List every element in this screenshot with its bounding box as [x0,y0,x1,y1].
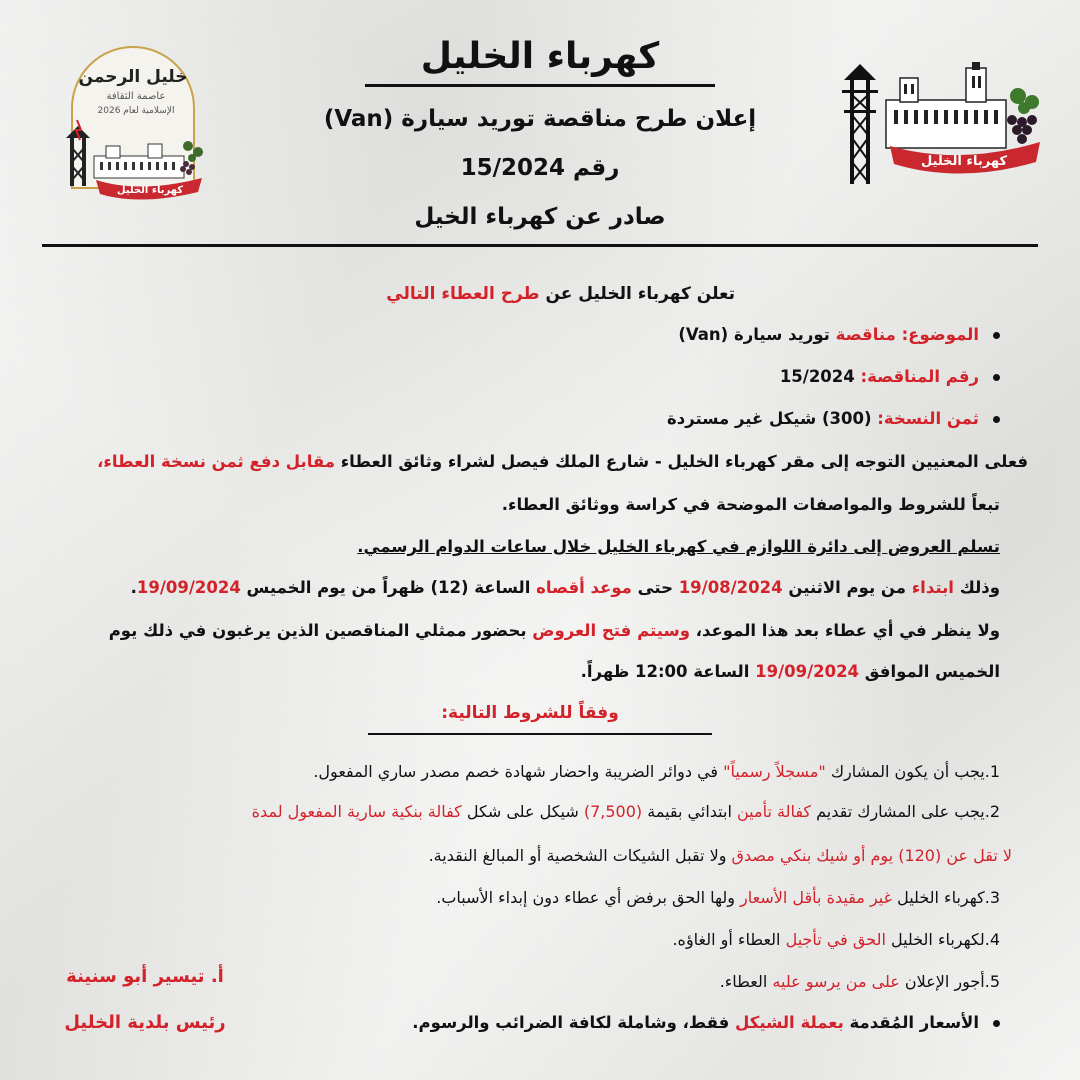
logo-right-banner: كهرباء الخليل [920,154,1008,169]
body-p4-start: ابتداء [911,578,954,597]
item-subject-value: توريد سيارة (Van) [678,325,830,344]
condition-1-text-a: 1.يجب أن يكون المشارك [825,762,1000,781]
condition-2-continued [52,846,1012,865]
final-note-text-a: الأسعار المُقدمة [843,1013,979,1032]
body-paragraph-6 [40,662,1000,681]
body-p4-end-date: 19/09/2024 [136,578,241,597]
item-price-value: (300) شيكل غير مستردة [666,409,872,428]
body-paragraph-2: تبعاً للشروط والمواصفات الموضحة في كراسة ووثائق العطاء. [501,495,1000,514]
tender-number: رقم 15/2024 [460,155,620,181]
body-p5-text-a: ولا ينظر في أي عطاء بعد هذا الموعد، [689,621,1000,640]
condition-3 [40,888,1000,907]
item-number-label: رقم المناقصة: [854,367,979,386]
logo-left-line3: الإسلامية لعام 2026 [97,106,175,116]
condition-2-duration: لا تقل عن (120) يوم أو شيك بنكي مصدق [731,846,1012,865]
final-note-currency: بعملة الشيكل [735,1013,844,1032]
intro-highlight: طرح العطاء التالي [386,284,540,304]
condition-5-text-a: 5.أجور الإعلان [899,972,1000,991]
condition-1-highlight: "مسجلاً رسمياً" [723,762,826,781]
announcement-title: إعلان طرح مناقصة توريد سيارة (Van) [323,106,757,132]
page-title: كهرباء الخليل [420,36,660,77]
body-p4-start-date: 19/08/2024 [678,578,783,597]
body-p6-date: 19/09/2024 [755,662,860,681]
condition-2-text-e: شيكل على شكل [461,802,584,821]
body-paragraph-3: تسلم العروض إلى دائرة اللوازم في كهرباء الخليل خلال ساعات الدوام الرسمي. [357,537,1000,556]
issued-by: صادر عن كهرباء الخيل [414,204,666,230]
body-paragraph-5 [40,621,1000,640]
intro-prefix: تعلن كهرباء الخليل عن [539,284,735,304]
condition-4-highlight: الحق في تأجيل [785,930,886,949]
condition-2-amount: (7,500) [583,802,643,821]
condition-2-text-h: ولا تقبل الشيكات الشخصية أو المبالغ النقدية. [428,846,732,865]
body-p6-text-c: الساعة 12:00 ظهراً. [580,662,756,681]
conditions-divider [368,733,712,735]
final-price-note [280,1013,1000,1032]
condition-3-text-c: ولها الحق برفض أي عطاء دون إبداء الأسباب. [436,888,741,907]
body-p4-period: . [130,578,137,597]
body-p1-text: فعلى المعنيين التوجه إلى مقر كهرباء الخليل - شارع الملك فيصل لشراء وثائق العطاء [335,452,1028,471]
bullet-icon [993,374,1000,381]
body-p4-text-e: حتى [631,578,679,597]
intro-text [386,284,735,304]
item-price-label: ثمن النسخة: [871,409,979,428]
body-p1-highlight: مقابل دفع ثمن نسخة العطاء، [97,452,335,471]
condition-3-highlight: غير مقيدة بأقل الأسعار [740,888,892,907]
logo-left-line1: خليل الرحمن [78,67,188,87]
condition-2-bank-guarantee: كفالة بنكية سارية المفعول لمدة [251,802,462,821]
final-note-text-c: فقط، وشاملة لكافة الضرائب والرسوم. [412,1013,736,1032]
condition-5-highlight: على من يرسو عليه [772,972,900,991]
logo-left-banner: كهرباء الخليل [116,185,184,196]
item-subject [80,325,1000,344]
item-subject-label: الموضوع: مناقصة [829,325,979,344]
condition-4 [40,930,1000,949]
body-p5-opening: وسيتم فتح العروض [532,621,690,640]
signature-title: رئيس بلدية الخليل [64,1012,226,1033]
condition-2 [0,802,1000,821]
condition-2-text-a: 2.يجب على المشارك تقديم [811,802,1000,821]
body-paragraph-1 [48,452,1028,471]
title-divider [365,84,715,87]
signature-name: أ. تيسير أبو سنينة [66,966,224,987]
condition-1 [40,762,1000,781]
condition-2-guarantee: كفالة تأمين [737,802,812,821]
condition-3-text-a: 3.كهرباء الخليل [891,888,1000,907]
condition-1-text-c: في دوائر الضريبة واحضار شهادة خصم مصدر ساري المفعول. [313,762,724,781]
body-p6-text-a: الخميس الموافق [859,662,1000,681]
item-tender-number [80,367,1000,386]
header-divider [42,244,1038,247]
condition-4-text-c: العطاء أو الغاؤه. [672,930,786,949]
bullet-icon [993,416,1000,423]
body-p4-text-g: الساعة (12) ظهراً من يوم الخميس [240,578,537,597]
bullet-icon [993,332,1000,339]
body-paragraph-4 [40,578,1000,597]
condition-2-text-c: ابتدائي بقيمة [642,802,737,821]
body-p4-text-c: من يوم الاثنين [782,578,912,597]
body-p4-deadline: موعد أقصاه [536,578,632,597]
logo-left-line2: عاصمة الثقافة [106,91,166,102]
condition-4-text-a: 4.لكهرباء الخليل [885,930,1000,949]
item-copy-price [80,409,1000,428]
condition-5-text-c: العطاء. [719,972,773,991]
bullet-icon [993,1020,1000,1027]
body-p5-text-c: بحضور ممثلي المناقصين الذين يرغبون في ذلك يوم [108,621,533,640]
conditions-heading: وفقاً للشروط التالية: [441,703,619,723]
item-number-value: 15/2024 [779,367,855,386]
body-p4-text-a: وذلك [953,578,1000,597]
